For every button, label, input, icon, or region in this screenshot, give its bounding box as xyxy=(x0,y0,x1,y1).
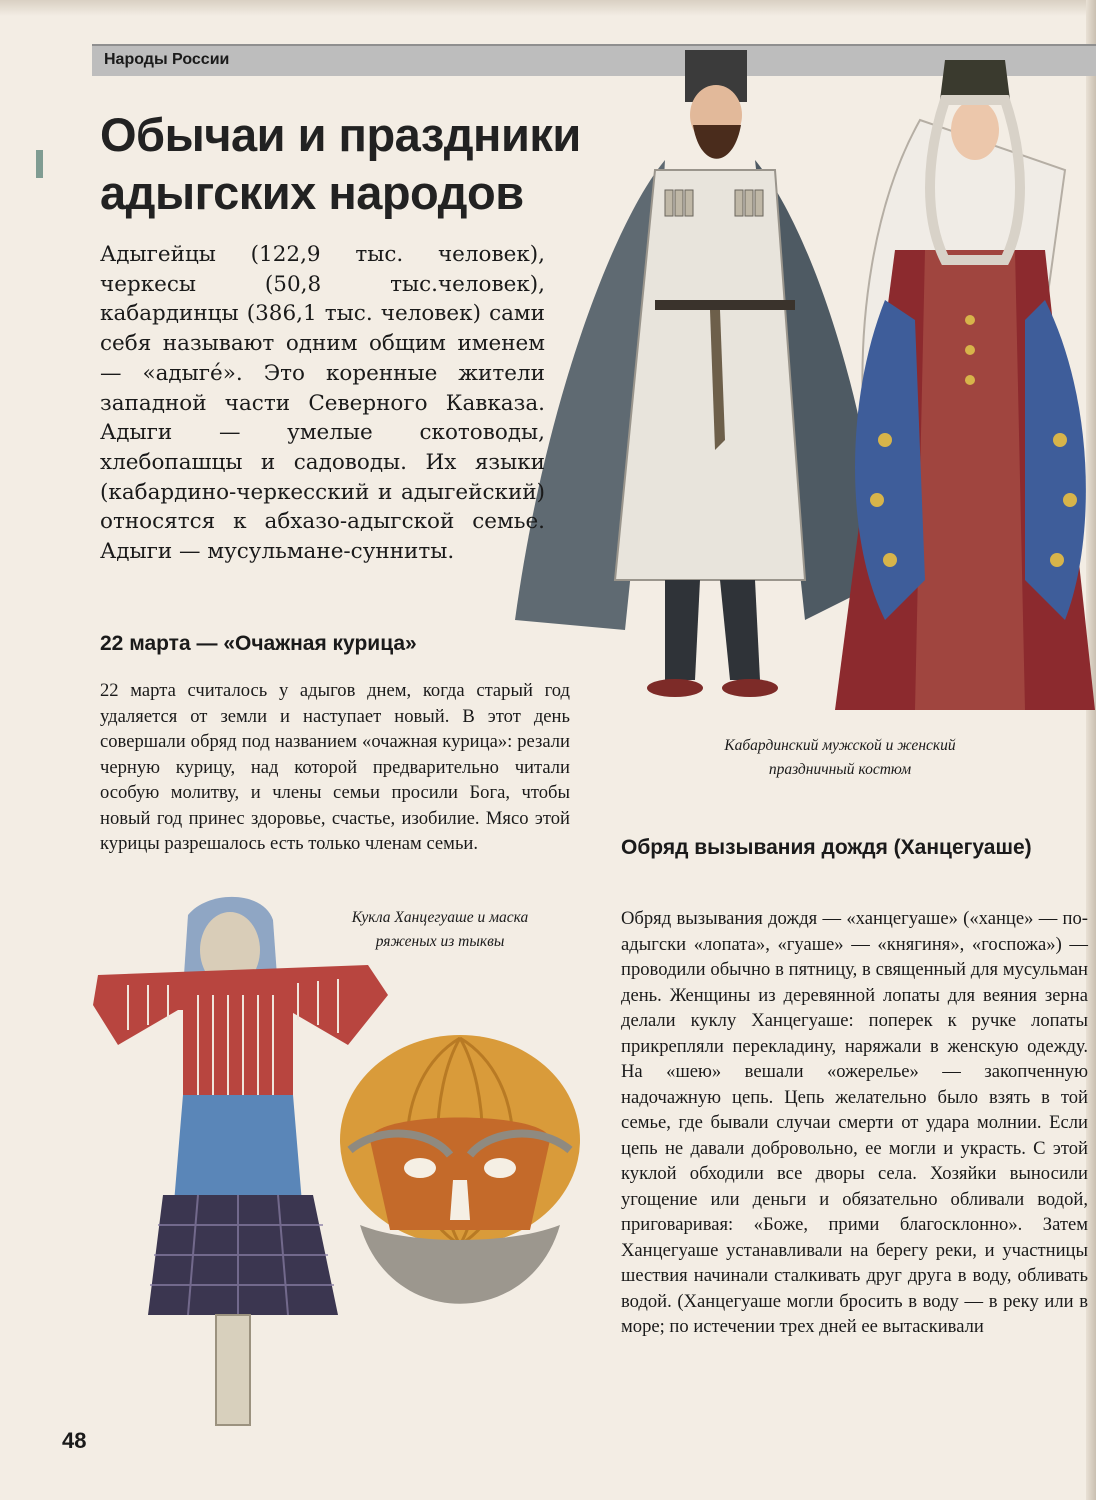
section-text-rain-ritual: Обряд вызывания дождя — «ханцегуаше» («ханце» — по-адыгски «лопата», «гуаше» — «княгиня», «госпожа») — проводили обычно в пятницу, в священный для мусульман день. Женщины из деревянной лопаты для веяния зерна делали куклу Ханцегуаше: поперек к ручке лопаты прикрепляли перекладину, наряжали в женскую одежду. На «шею» вешали «ожерелье» — закопченную надочажную цепь. Цепь желательно было взять в той семье, где бывали случаи смерти от удара молнии. Если цепь не давали добровольно, ее могли и украсть. С этой куклой обходили все дворы села. Хозяйки выносили угощение или деньги и обязательно обливали водой, приговаривая: «Боже, прими благосклонно». Затем Ханцегуаше устанавливали на берегу реки, и участницы шествия начинали сталкивать друг друга в воду, обливать водой. (Ханцегуаше могли бросить в воду — в реку или в море; по истечении трех дней ее вытаскивали xyxy=(621,908,1088,1337)
caption-costume: Кабардинский мужской и женский праздничный костюм xyxy=(724,737,956,778)
pumpkin-mask-illustration xyxy=(310,1030,610,1330)
section-text-ochazhnaya-kuritsa: 22 марта считалось у адыгов днем, когда старый год удаляется от земли и наступает новый. В этот день совершали обряд под названием «очажная курица»: резали черную курицу, над которой предварительно читали особую молитву, и члены семьи просили Бога, чтобы новый год принес здоровье, счастье, изобилие. Мясо этой курицы разрешалось есть только членам семьи. xyxy=(100,680,570,854)
lead-paragraph: Адыгейцы (122,9 тыс. человек), черкесы (50,8 тыс.человек), кабардинцы (386,1 тыс. человек) сами себя называют одним общим именем — «адыге́». Это коренные жители западной части Северного Кавказа. Адыги — умелые скотоводы, хлебопашцы и садоводы. Их языки (кабардино-черкесский и адыгейский) относятся к абхазо-адыгской семье. Адыги — мусульмане-сунниты. xyxy=(100,242,545,565)
page-edge-marker xyxy=(36,150,43,178)
section-heading-rain-ritual: Обряд вызывания дождя (Ханцегуаше) xyxy=(621,836,1032,859)
page-number: 48 xyxy=(62,1428,87,1453)
page-top-shadow xyxy=(0,0,1096,16)
section-label: Народы России xyxy=(104,51,230,68)
caption-doll-and-mask: Кукла Ханцегуаше и маска ряженых из тыквы xyxy=(351,909,529,950)
page-title: Обычаи и праздники адыгских народов xyxy=(100,108,581,219)
section-heading-ochazhnaya-kuritsa: 22 марта — «Очажная курица» xyxy=(100,632,417,655)
